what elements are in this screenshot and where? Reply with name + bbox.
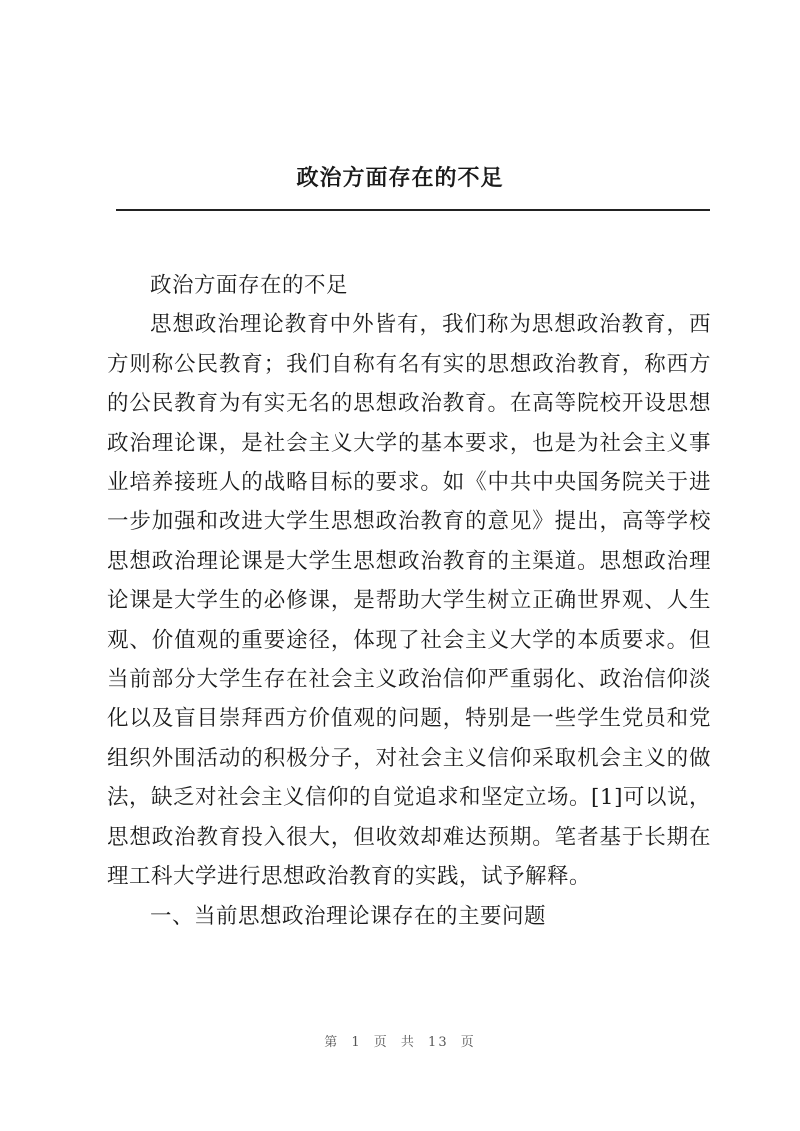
paragraph-main: 思想政治理论教育中外皆有，我们称为思想政治教育，西方则称公民教育；我们自称有名有实的思想政治教育，称西方的公民教育为有实无名的思想政治教育。在高等院校开设思想政治理论课，是社会主义大学的基本要求，也是为社会主义事业培养接班人的战略目标的要求。如《中共中央国务院关于进一步加强和改进大学生思想政治教育的意见》提出，高等学校思想政治理论课是大学生思想政治教育的主渠道。思想政治理论课是大学生的必修课，是帮助大学生树立正确世界观、人生观、价值观的重要途径，体现了社会主义大学的本质要求。但当前部分大学生存在社会主义政治信仰严重弱化、政治信仰淡化以及盲目崇拜西方价值观的问题，特别是一些学生党员和党组织外围活动的积极分子，对社会主义信仰采取机会主义的做法，缺乏对社会主义信仰的自觉追求和坚定立场。[1]可以说，思想政治教育投入很大，但收效却难达预期。笔者基于长期在理工科大学进行思想政治教育的实践，试予解释。 xyxy=(107,312,711,890)
paragraph-section-heading: 一、当前思想政治理论课存在的主要问题 xyxy=(150,903,547,929)
document-body xyxy=(107,266,711,936)
title-underline-divider xyxy=(116,209,710,211)
document-title: 政治方面存在的不足 xyxy=(296,165,504,191)
page-number-footer: 第 1 页 共 13 页 xyxy=(324,1035,476,1050)
paragraph-heading: 政治方面存在的不足 xyxy=(150,273,349,298)
